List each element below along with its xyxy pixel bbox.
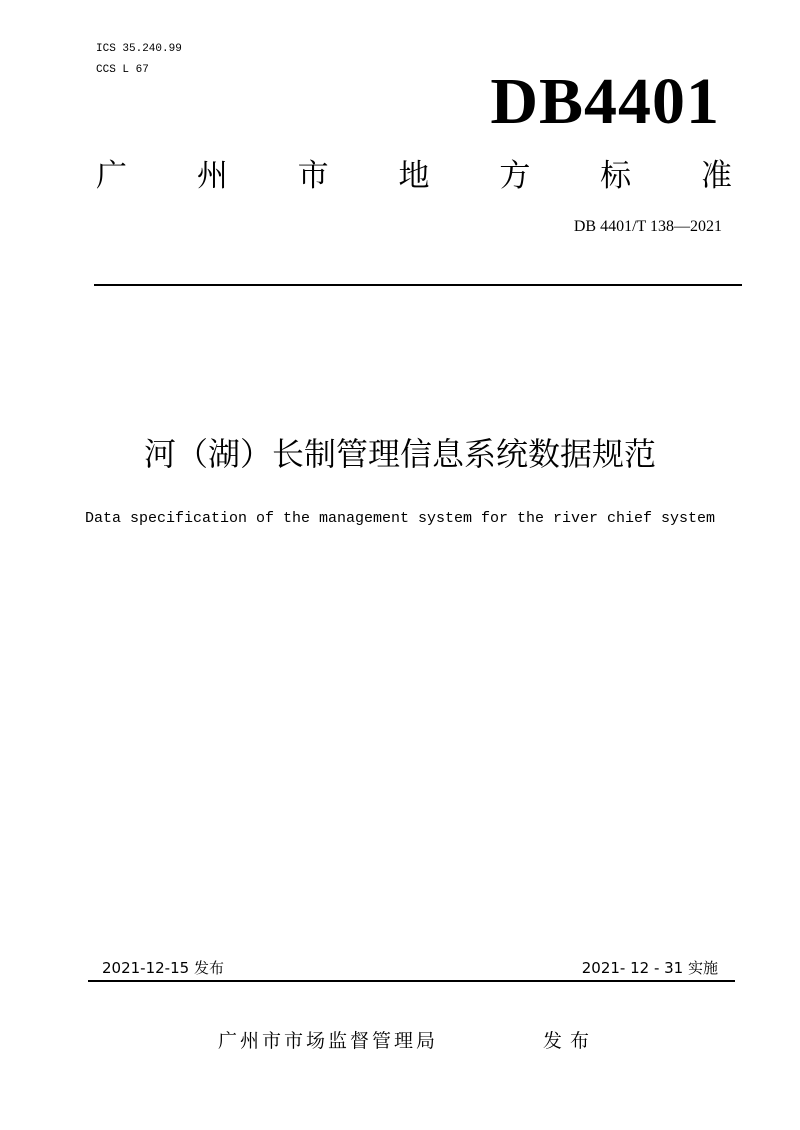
document-title-chinese: 河（湖）长制管理信息系统数据规范 <box>143 435 656 473</box>
top-divider <box>94 284 742 286</box>
standard-number: DB 4401/T 138—2021 <box>573 218 722 235</box>
issue-label: 发布 <box>543 1030 598 1052</box>
standard-type-char: 广 <box>96 158 127 194</box>
issuing-authority: 广州市市场监督管理局 <box>218 1030 439 1052</box>
db-code-logo: DB4401 <box>490 65 720 138</box>
standard-type-char: 市 <box>297 158 329 194</box>
standard-type-char: 标 <box>600 158 632 194</box>
standard-type <box>96 154 732 198</box>
standard-type-char: 州 <box>196 158 228 194</box>
standard-type-char: 方 <box>499 158 531 194</box>
ics-code: ICS 35.240.99 <box>96 43 182 55</box>
document-title-english: Data specification of the management system for the river chief system <box>84 510 716 527</box>
implementation-date: 2021- 12 - 31 实施 <box>581 959 718 977</box>
issue-date: 2021-12-15 发布 <box>102 959 224 977</box>
standard-type-char: 地 <box>398 158 430 194</box>
ccs-code: CCS L 67 <box>96 64 149 76</box>
standard-type-char: 准 <box>700 158 732 194</box>
bottom-divider <box>88 980 735 982</box>
